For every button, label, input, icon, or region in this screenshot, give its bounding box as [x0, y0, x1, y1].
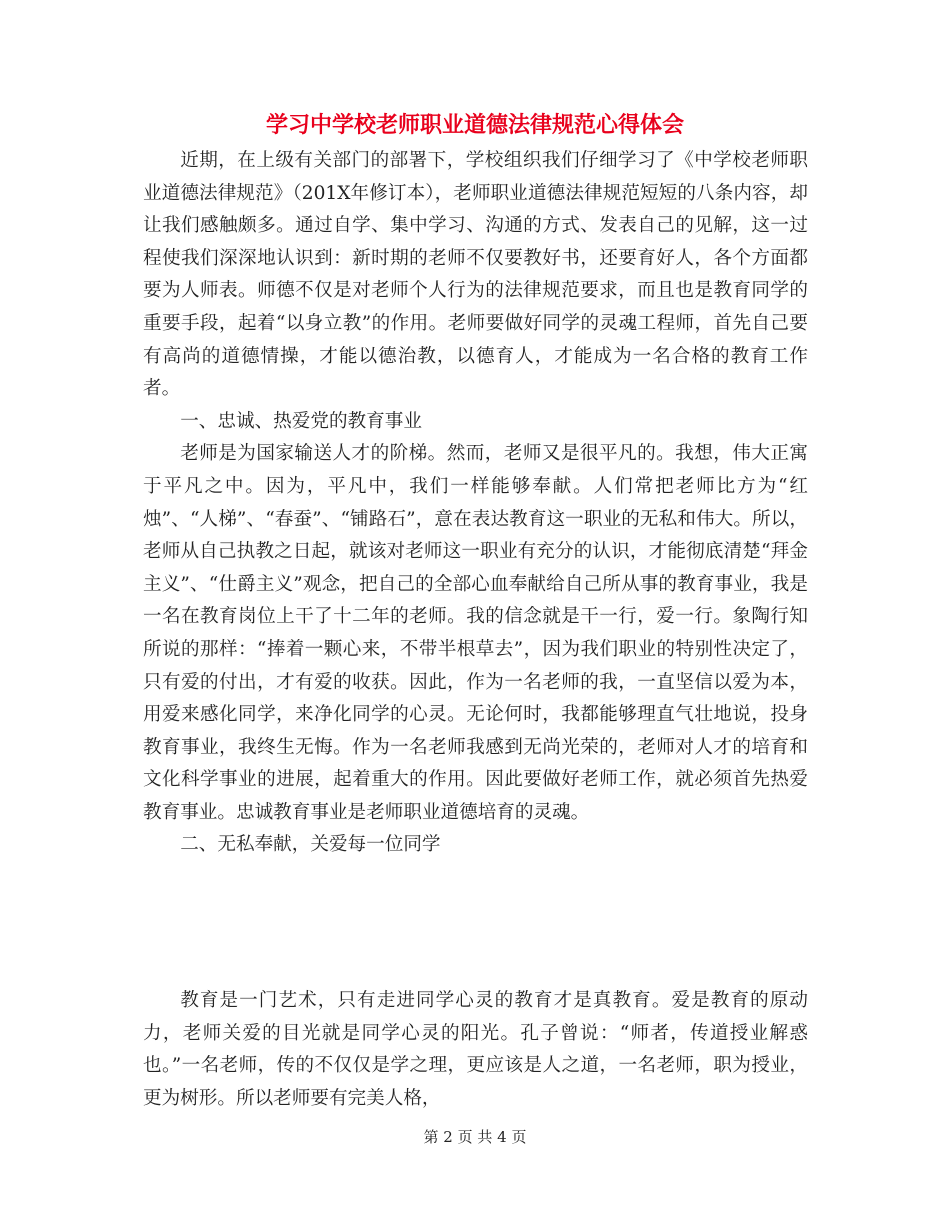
document-body-continued [143, 985, 808, 1115]
section-1-paragraph: 老师是为国家输送人才的阶梯。然而，老师又是很平凡的。我想，伟大正寓于平凡之中。因为，平凡中，我们一样能够奉献。人们常把老师比方为“红烛”、“人梯”、“春蚕”、“铺路石”，意在表达教育这一职业的无私和伟大。所以，老师从自己执教之日起，就该对老师这一职业有充分的认识，才能彻底清楚“拜金主义”、“仕爵主义”观念，把自己的全部心血奉献给自己所从事的教育事业，我是一名在教育岗位上干了十二年的老师。我的信念就是干一行，爱一行。象陶行知所说的那样：“捧着一颗心来，不带半根草去”，因为我们职业的特别性决定了，只有爱的付出，才有爱的收获。因此，作为一名老师的我，一直坚信以爱为本，用爱来感化同学，来净化同学的心灵。无论何时，我都能够理直气壮地说，投身教育事业，我终生无悔。作为一名老师我感到无尚光荣的，老师对人才的培育和文化科学事业的进展，起着重大的作用。因此要做好老师工作，就必须首先热爱教育事业。忠诚教育事业是老师职业道德培育的灵魂。 [143, 443, 808, 823]
page-footer: 第 2 页 共 4 页 [423, 1128, 527, 1146]
section-heading-2: 二、无私奉献，关爱每一位同学 [180, 834, 441, 856]
document-body [143, 145, 808, 862]
section-heading-1: 一、忠诚、热爱党的教育事业 [180, 410, 422, 432]
intro-paragraph: 近期，在上级有关部门的部署下，学校组织我们仔细学习了《中学校老师职业道德法律规范》（201X年修订本），老师职业道德法律规范短短的八条内容，却让我们感触颇多。通过自学、集中学习、沟通的方式、发表自己的见解，这一过程使我们深深地认识到：新时期的老师不仅要教好书，还要育好人，各个方面都要为人师表。师德不仅是对老师个人行为的法律规范要求，而且也是教育同学的重要手段，起着“以身立教”的作用。老师要做好同学的灵魂工程师，首先自己要有高尚的道德情操，才能以德治教，以德育人，才能成为一名合格的教育工作者。 [143, 150, 808, 400]
document-title: 学习中学校老师职业道德法律规范心得体会 [265, 113, 684, 138]
section-2-paragraph: 教育是一门艺术，只有走进同学心灵的教育才是真教育。爱是教育的原动力，老师关爱的目光就是同学心灵的阳光。孔子曾说：“师者，传道授业解惑也。”一名老师，传的不仅仅是学之理，更应该是人之道，一名老师，职为授业，更为树形。所以老师要有完美人格， [143, 990, 808, 1109]
